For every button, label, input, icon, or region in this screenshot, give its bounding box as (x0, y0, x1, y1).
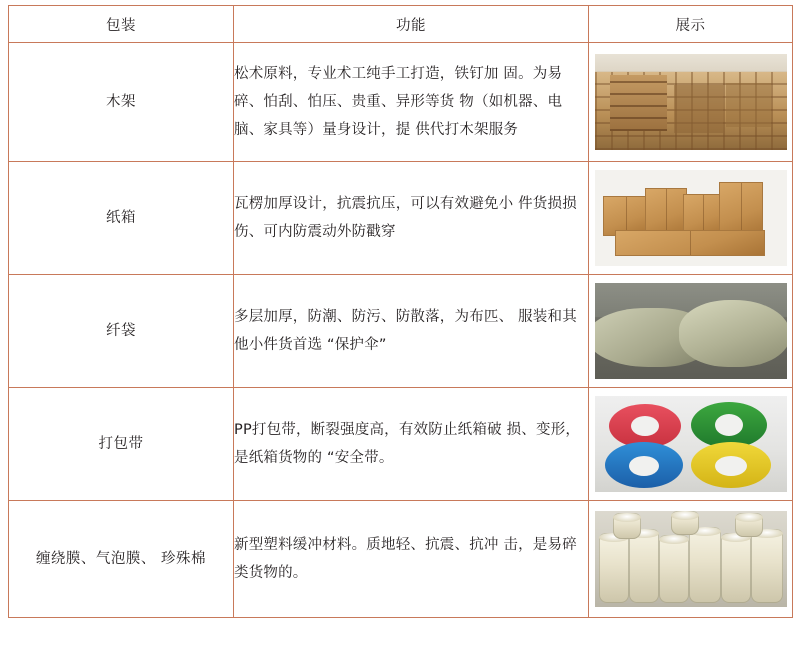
table-header-row (9, 6, 793, 43)
table-header (9, 6, 793, 43)
stretch-film-rolls-photo (595, 511, 787, 607)
table-row (9, 162, 793, 275)
packaging-display-stretch-film (589, 501, 793, 618)
packaging-display-woven-bag (589, 275, 793, 388)
strapping-coils-photo (595, 396, 787, 492)
packaging-display-carton (589, 162, 793, 275)
carton-boxes-photo (595, 170, 787, 266)
table-row (9, 388, 793, 501)
column-header-function: 功能 (234, 6, 589, 43)
wooden-crates-photo (595, 54, 787, 150)
table-body (9, 43, 793, 618)
packaging-comparison-sheet (0, 5, 800, 658)
woven-bags-photo (595, 283, 787, 379)
packaging-name-woven-bag: 纤袋 (9, 275, 234, 388)
packaging-table (8, 5, 793, 618)
packaging-name-strapping-band: 打包带 (9, 388, 234, 501)
column-header-display: 展示 (589, 6, 793, 43)
packaging-name-stretch-film: 缠绕膜、气泡膜、 珍殊棉 (9, 501, 234, 618)
packaging-display-strapping-band (589, 388, 793, 501)
table-row (9, 501, 793, 618)
packaging-function-woven-bag: 多层加厚，防潮、防污、防散落，为布匹、 服装和其他小件货首选 “保护伞” (234, 275, 589, 388)
table-row (9, 43, 793, 162)
packaging-function-strapping-band: PP打包带，断裂强度高，有效防止纸箱破 损、变形，是纸箱货物的 “安全带。 (234, 388, 589, 501)
column-header-packaging: 包装 (9, 6, 234, 43)
packaging-function-carton: 瓦楞加厚设计，抗震抗压，可以有效避免小 件货损损伤、可内防震动外防戳穿 (234, 162, 589, 275)
packaging-display-wooden-crate (589, 43, 793, 162)
packaging-function-stretch-film: 新型塑料缓冲材料。质地轻、抗震、抗冲 击，是易碎类货物的。 (234, 501, 589, 618)
packaging-function-wooden-crate: 松术原料，专业术工纯手工打造，铁钉加 固。为易碎、怕刮、怕压、贵重、异形等货 物（如机器、电脑、家具等）量身设计，提 供代打木架服务 (234, 43, 589, 162)
table-row (9, 275, 793, 388)
packaging-name-carton: 纸箱 (9, 162, 234, 275)
packaging-name-wooden-crate: 木架 (9, 43, 234, 162)
